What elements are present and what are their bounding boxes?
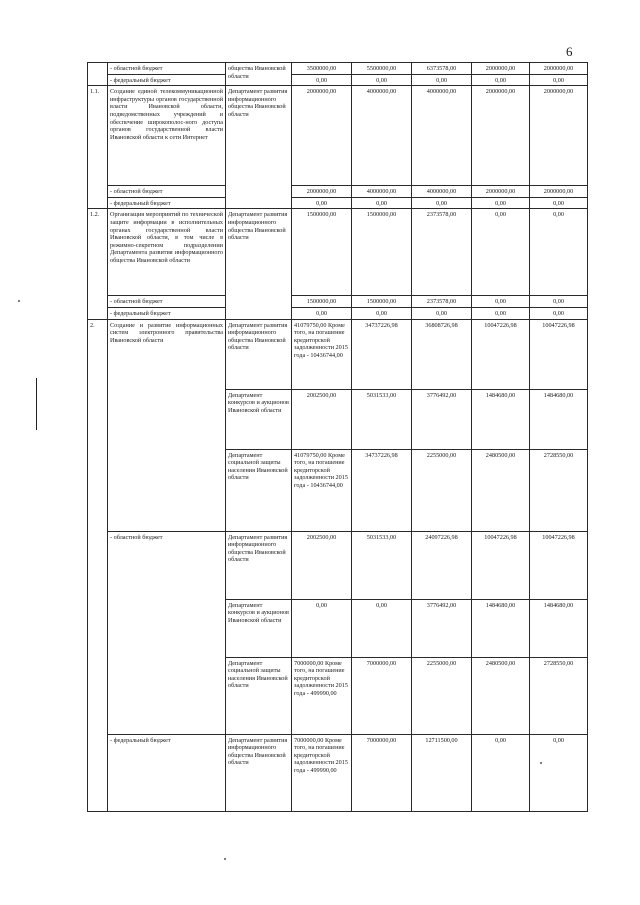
value-cell: 2002500,00 xyxy=(292,531,352,599)
scan-speck xyxy=(18,300,20,302)
value-cell: 36808726,98 xyxy=(412,319,472,389)
value-cell: 0,00 xyxy=(530,209,588,296)
value-cell: 7000000,00 xyxy=(352,734,412,811)
value-cell: 0,00 xyxy=(530,296,588,308)
value-cell: 2255000,00 xyxy=(412,657,472,734)
value-cell: 2480500,00 xyxy=(472,657,530,734)
value-cell: 3776492,00 xyxy=(412,389,472,449)
source-label: - областной бюджет xyxy=(108,531,226,734)
value-cell: 0,00 xyxy=(292,197,352,209)
department-cell: Департамент социальной защиты населения Ивановской области xyxy=(226,449,292,531)
source-label: - областной бюджет xyxy=(108,186,226,198)
department-cell: общества Ивановской области xyxy=(226,63,292,86)
value-cell: 0,00 xyxy=(412,197,472,209)
value-cell: 0,00 xyxy=(530,74,588,86)
value-cell: 2000000,00 xyxy=(530,86,588,186)
value-cell: 1500000,00 xyxy=(292,296,352,308)
value-cell: 2000000,00 xyxy=(472,86,530,186)
value-cell: 4000000,00 xyxy=(352,186,412,198)
table-row xyxy=(88,296,588,308)
margin-scan-line xyxy=(36,378,37,430)
value-cell-with-note: 41079750,00 Кроме того, на погашение кредиторской задолженности 2015 года - 10436744,00 xyxy=(292,449,352,531)
value-cell: 0,00 xyxy=(472,197,530,209)
value-cell: 2000000,00 xyxy=(472,186,530,198)
value-cell: 10047226,98 xyxy=(530,531,588,599)
value-cell: 2728550,00 xyxy=(530,657,588,734)
value-cell: 0,00 xyxy=(292,307,352,319)
source-label: - федеральный бюджет xyxy=(108,307,226,319)
department-cell: Департамент конкурсов и аукционов Ивановской области xyxy=(226,389,292,449)
department-cell: Департамент конкурсов и аукционов Ивановской области xyxy=(226,599,292,657)
scan-speck xyxy=(540,762,542,764)
value-cell: 0,00 xyxy=(530,197,588,209)
value-cell: 0,00 xyxy=(412,307,472,319)
value-cell: 0,00 xyxy=(352,197,412,209)
value-cell: 0,00 xyxy=(412,74,472,86)
value-cell: 2000000,00 xyxy=(472,63,530,75)
value-cell: 10047226,98 xyxy=(530,319,588,389)
value-cell: 1484680,00 xyxy=(472,389,530,449)
value-cell: 0,00 xyxy=(352,307,412,319)
value-cell: 24097226,98 xyxy=(412,531,472,599)
value-cell: 3776492,00 xyxy=(412,599,472,657)
value-cell: 5500000,00 xyxy=(352,63,412,75)
department-cell: Департамент развития информационного общества Ивановской области xyxy=(226,319,292,389)
value-cell: 2728550,00 xyxy=(530,449,588,531)
value-cell: 2000000,00 xyxy=(530,186,588,198)
value-cell-with-note: 7000000,00 Кроме того, на погашение кредиторской задолженности 2015 года - 499990,00 xyxy=(292,734,352,811)
value-cell: 2002500,00 xyxy=(292,389,352,449)
table-row xyxy=(88,74,588,86)
value-cell: 2000000,00 xyxy=(530,63,588,75)
table-row xyxy=(88,319,588,389)
value-cell: 1500000,00 xyxy=(292,209,352,296)
value-cell: 12711500,00 xyxy=(412,734,472,811)
row-number-cell: 2. xyxy=(88,319,108,811)
value-cell: 0,00 xyxy=(292,599,352,657)
value-cell: 3500000,00 xyxy=(292,63,352,75)
value-cell: 0,00 xyxy=(472,296,530,308)
source-label: - областной бюджет xyxy=(108,63,226,75)
value-cell: 0,00 xyxy=(472,74,530,86)
department-cell: Департамент развития информационного общества Ивановской области xyxy=(226,734,292,811)
value-cell: 0,00 xyxy=(352,74,412,86)
value-cell: 2000000,00 xyxy=(292,186,352,198)
value-cell: 6373578,00 xyxy=(412,63,472,75)
value-cell: 7000000,00 xyxy=(352,657,412,734)
table-row xyxy=(88,734,588,811)
value-cell: 1484680,00 xyxy=(530,389,588,449)
value-cell: 10047226,98 xyxy=(472,319,530,389)
value-cell: 34737226,98 xyxy=(352,449,412,531)
department-cell: Департамент развития информационного общества Ивановской области xyxy=(226,531,292,599)
value-cell: 0,00 xyxy=(530,734,588,811)
source-label: - областной бюджет xyxy=(108,296,226,308)
activity-description: Создание и развитие информационных систем электронного правительства Ивановской области xyxy=(108,319,226,531)
row-number-cell: 1.1. xyxy=(88,86,108,209)
value-cell: 34737226,98 xyxy=(352,319,412,389)
table-row xyxy=(88,197,588,209)
source-label: - федеральный бюджет xyxy=(108,74,226,86)
table-row xyxy=(88,186,588,198)
department-cell: Департамент развития информационного общества Ивановской области xyxy=(226,86,292,209)
value-cell: 2480500,00 xyxy=(472,449,530,531)
page-number: 6 xyxy=(566,44,573,59)
value-cell: 0,00 xyxy=(472,734,530,811)
value-cell: 0,00 xyxy=(352,599,412,657)
table-row xyxy=(88,86,588,186)
table-row xyxy=(88,209,588,296)
value-cell: 10047226,98 xyxy=(472,531,530,599)
value-cell: 1484680,00 xyxy=(472,599,530,657)
value-cell: 1500000,00 xyxy=(352,296,412,308)
value-cell: 0,00 xyxy=(292,74,352,86)
activity-description: Создание единой телекоммуникационной инфраструктуры органов государственной власти Ивановской области, подведомственных учреждений и обеспечение широкополос-ного доступа органов государственной власти Ивановской области к сети Интернет xyxy=(108,86,226,186)
value-cell-with-note: 41079750,00 Кроме того, на погашение кредиторской задолженности 2015 года - 10436744,00 xyxy=(292,319,352,389)
activity-description: Организация мероприятий по технической защите информации в исполнительных органах государственной власти Ивановской области, в том числе в режимно-секретном подразделении Департамента развития информационного общества Ивановской области xyxy=(108,209,226,296)
table-row xyxy=(88,531,588,599)
value-cell: 2255000,00 xyxy=(412,449,472,531)
value-cell: 2000000,00 xyxy=(292,86,352,186)
source-label: - федеральный бюджет xyxy=(108,197,226,209)
value-cell: 2373578,00 xyxy=(412,209,472,296)
value-cell: 0,00 xyxy=(472,209,530,296)
department-cell: Департамент развития информационного общества Ивановской области xyxy=(226,209,292,319)
value-cell: 5031533,00 xyxy=(352,389,412,449)
value-cell: 1500000,00 xyxy=(352,209,412,296)
table-row xyxy=(88,63,588,75)
value-cell: 4000000,00 xyxy=(412,86,472,186)
value-cell: 4000000,00 xyxy=(352,86,412,186)
value-cell: 0,00 xyxy=(530,307,588,319)
value-cell: 1484680,00 xyxy=(530,599,588,657)
budget-table xyxy=(87,62,588,812)
source-label: - федеральный бюджет xyxy=(108,734,226,811)
table-row xyxy=(88,307,588,319)
value-cell: 2373578,00 xyxy=(412,296,472,308)
value-cell: 4000000,00 xyxy=(412,186,472,198)
scan-speck xyxy=(224,858,226,860)
department-cell: Департамент социальной защиты населения Ивановской области xyxy=(226,657,292,734)
value-cell: 0,00 xyxy=(472,307,530,319)
value-cell: 5031533,00 xyxy=(352,531,412,599)
row-number-cell: 1.2. xyxy=(88,209,108,319)
row-number-cell xyxy=(88,63,108,86)
value-cell-with-note: 7000000,00 Кроме того, на погашение кредиторской задолженности 2015 года - 499990,00 xyxy=(292,657,352,734)
